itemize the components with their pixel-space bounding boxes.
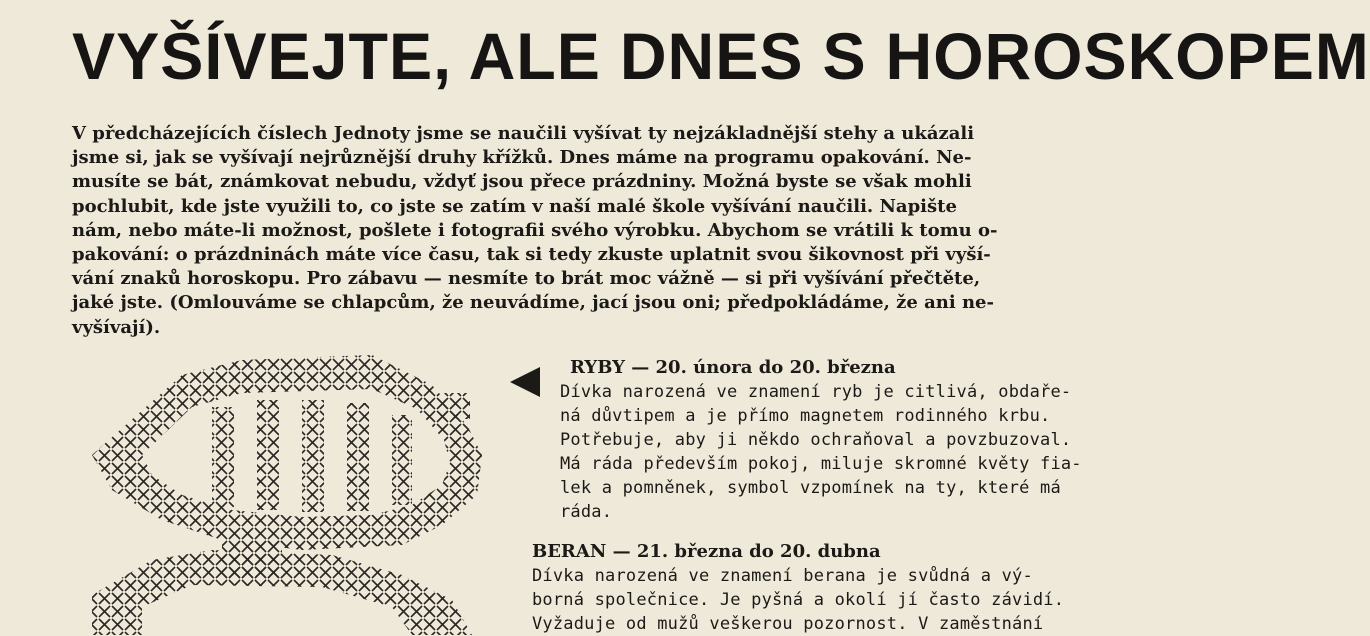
- sign-line: Vyžaduje od mužů veškerou pozornost. V zaměstnání: [532, 614, 1044, 634]
- intro-line: musíte se bát, známkovat nebudu, vždyť jsou přece prázdniny. Možná byste se však mohli: [72, 171, 972, 193]
- sign-line: Dívka narozená ve znamení ryb je citlivá, obdaře-: [560, 382, 1072, 402]
- sign-entry-beran: [532, 540, 1172, 636]
- fish-body-stitches: [92, 355, 482, 550]
- intro-line: pakování: o prázdninách máte více času, tak si tedy zkuste uplatnit svou šikovnost při vyší-: [72, 244, 991, 266]
- sign-description: [560, 380, 1160, 524]
- fish-eye-stitches: [444, 393, 470, 419]
- sign-line: ráda.: [560, 502, 613, 522]
- intro-paragraph: [72, 122, 1152, 340]
- intro-line: jaké jste. (Omlouváme se chlapcům, že neuvádíme, jací jsou oni; předpokládáme, že ani ne-: [72, 292, 994, 314]
- sign-entry-ryby: [510, 356, 1160, 524]
- sign-heading: BERAN — 21. března do 20. dubna: [532, 541, 881, 562]
- intro-line: nám, nebo máte-li možnost, pošlete i fotografii svého výrobku. Abychom se vrátili k tomu o-: [72, 219, 998, 241]
- sign-line: Potřebuje, aby ji někdo ochraňoval a povzbuzoval.: [560, 430, 1072, 450]
- fish-rib-stitches: [212, 400, 412, 512]
- sign-line: Má ráda především pokoj, miluje skromné květy fia-: [560, 454, 1082, 474]
- intro-line: vání znaků horoskopu. Pro zábavu — nesmíte to brát moc vážně — si při vyšívání přečtěte,: [72, 268, 981, 290]
- sign-description: [532, 564, 1172, 636]
- sign-line: borná společnice. Je pyšná a okolí jí často závidí.: [532, 590, 1065, 610]
- sign-heading: RYBY — 20. února do 20. března: [570, 357, 896, 378]
- intro-line: pochlubit, kde jste využili to, co jste se zatím v naší malé škole vyšívání naučili. Napište: [72, 195, 957, 217]
- cross-stitch-fish-pattern: [72, 345, 492, 635]
- article-title: VYŠÍVEJTE, ALE DNES S HOROSKOPEM: [72, 19, 1370, 93]
- sign-line: Dívka narozená ve znamení berana je svůdná a vý-: [532, 566, 1033, 586]
- intro-line: V předcházejících číslech Jednoty jsme se naučili vyšívat ty nejzákladnější stehy a ukázali: [72, 123, 975, 144]
- sign-line: ná důvtipem a je přímo magnetem rodinného krbu.: [560, 406, 1051, 426]
- intro-line: jsme si, jak se vyšívají nejrůznější druhy křížků. Dnes máme na programu opakování. Ne-: [72, 147, 972, 169]
- sign-line: lek a pomněnek, symbol vzpomínek na ty, které má: [560, 478, 1061, 498]
- intro-line: vyšívají).: [72, 316, 161, 338]
